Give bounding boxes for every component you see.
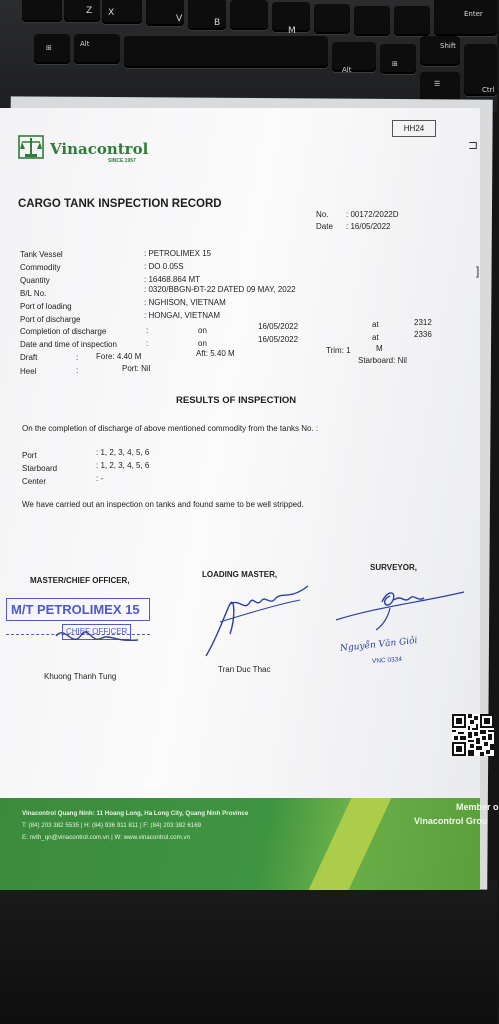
master-signature <box>52 616 142 656</box>
keyboard-key <box>314 4 350 34</box>
keyboard-key-ctrl: Ctrl <box>464 44 497 96</box>
surveyor-signature <box>332 578 468 638</box>
keyboard-key: ⊞ <box>380 44 416 74</box>
starboard-tanks-label: Starboard <box>22 464 58 473</box>
draft-label: Draft <box>20 353 38 362</box>
center-tanks-label: Center <box>22 477 47 486</box>
inspection-time: 2336 <box>414 330 432 339</box>
inspection-at: at <box>372 333 379 342</box>
company-logo-name: Vinacontrol <box>50 140 149 158</box>
bl-label: B/L No. <box>20 289 47 298</box>
master-name: Khuong Thanh Tung <box>44 672 117 681</box>
results-title: RESULTS OF INSPECTION <box>176 395 297 406</box>
keyboard-key: V <box>146 0 184 26</box>
inspection-on: on <box>198 339 207 348</box>
surveyor-title: SURVEYOR, <box>370 563 417 572</box>
loading-master-title: LOADING MASTER, <box>202 570 278 579</box>
port-discharge-label: Port of discharge <box>20 315 81 324</box>
footer-phones: T: (84) 203 382 5535 | H: (84) 936 911 811 | F: (84) 203 382 6169 <box>22 822 202 829</box>
footer-contact: E: nvth_qn@vinacontrol.com.vn | W: www.vinacontrol.com.vn <box>22 834 191 841</box>
keyboard-key: ⊞ <box>34 34 70 64</box>
commodity-value: : DO 0.05S <box>144 262 184 271</box>
draft-fore: Fore: 4.40 M <box>96 352 142 361</box>
inspection-label: Date and time of inspection <box>20 340 117 349</box>
tank-vessel-value: : PETROLIMEX 15 <box>144 249 212 258</box>
no-value: : 00172/2022D <box>346 210 399 219</box>
completion-date: 16/05/2022 <box>258 322 299 331</box>
bl-value: : 0320/BBGN-ĐT-22 DATED 09 MAY, 2022 <box>144 285 296 294</box>
punch-mark: ⊐ <box>468 138 479 152</box>
draft-aft: Aft: 5.40 M <box>196 349 235 358</box>
completion-colon: : <box>146 326 149 335</box>
port-discharge-value: : HONGAI, VIETNAM <box>144 311 221 320</box>
quantity-value: : 16468.864 MT <box>144 275 201 284</box>
surveyor-code: VNC 0334 <box>371 655 403 666</box>
keyboard-key: Alt <box>332 42 376 72</box>
punch-mark: ] <box>476 264 480 278</box>
completion-label: Completion of discharge <box>20 327 107 336</box>
company-logo-since: SINCE 1957 <box>108 158 136 164</box>
port-tanks-value: : 1, 2, 3, 4, 5, 6 <box>96 448 150 457</box>
loading-master-signature <box>200 576 320 662</box>
keyboard-key: Alt <box>74 34 120 64</box>
port-loading-label: Port of loading <box>20 302 72 311</box>
heel-port: Port: Nil <box>122 364 151 373</box>
keyboard-key: ☰ <box>420 72 460 102</box>
keyboard-key: M <box>272 2 310 32</box>
tank-vessel-label: Tank Vessel <box>20 250 63 259</box>
stamp-role: CHIEF OFFICER <box>62 624 131 640</box>
date-label: Date <box>316 222 333 231</box>
document-title: CARGO TANK INSPECTION RECORD <box>18 198 222 210</box>
completion-at: at <box>372 320 379 329</box>
port-loading-value: : NGHISON, VIETNAM <box>144 298 226 307</box>
trim-value: Trim: 1 <box>326 346 351 355</box>
quantity-label: Quantity <box>20 276 50 285</box>
center-tanks-value: : - <box>96 474 104 483</box>
keyboard-key <box>354 6 390 36</box>
inspection-date: 16/05/2022 <box>258 335 299 344</box>
footer-band <box>0 798 499 890</box>
keyboard-key: B <box>188 0 226 30</box>
keyboard-key <box>230 0 268 30</box>
keyboard-key-enter: Enter <box>434 0 497 36</box>
footer-address: Vinacontrol Quang Ninh: 11 Hoang Long, Ha Long City, Quang Ninh Province <box>22 810 249 817</box>
dark-surface <box>0 880 497 1024</box>
inspection-document <box>0 108 499 890</box>
results-intro: On the completion of discharge of above mentioned commodity from the tanks No. : <box>22 424 319 433</box>
qr-code-icon <box>452 714 494 756</box>
starboard-tanks-value: : 1, 2, 3, 4, 5, 6 <box>96 461 150 470</box>
keyboard-backdrop <box>0 0 497 112</box>
completion-time: 2312 <box>414 318 432 327</box>
inspection-colon: : <box>146 339 149 348</box>
completion-on: on <box>198 326 207 335</box>
loading-master-name: Tran Duc Thac <box>218 665 271 674</box>
vinacontrol-logo-icon <box>18 134 44 160</box>
keyboard-spacebar <box>124 36 328 68</box>
stamp-vessel-name: M/T PETROLIMEX 15 <box>6 598 150 621</box>
heel-colon: : <box>76 366 79 375</box>
heel-label: Heel <box>20 367 37 376</box>
footer-stripe <box>309 798 392 890</box>
date-value: : 16/05/2022 <box>346 222 391 231</box>
master-title: MASTER/CHIEF OFFICER, <box>30 576 130 585</box>
port-tanks-label: Port <box>22 451 37 460</box>
keyboard-key <box>394 6 430 36</box>
footer-member-line2: Vinacontrol Grou <box>414 816 488 826</box>
keyboard-key: Z <box>64 0 100 22</box>
trim-unit: M <box>376 344 383 353</box>
draft-colon: : <box>76 353 79 362</box>
document-code-box: HH24 <box>392 120 436 137</box>
conclusion-text: We have carried out an inspection on tanks and found same to be well stripped. <box>22 500 304 509</box>
keyboard-key-shift: Shift <box>420 36 460 66</box>
heel-starboard: Starboard: Nil <box>358 356 407 365</box>
footer-member-line1: Member o <box>456 802 499 812</box>
commodity-label: Commodity <box>20 263 61 272</box>
no-label: No. <box>316 210 329 219</box>
keyboard-key: X <box>102 0 142 24</box>
keyboard-key <box>22 0 62 22</box>
surveyor-handwritten-name: Nguyễn Văn Giỏi <box>339 635 418 655</box>
